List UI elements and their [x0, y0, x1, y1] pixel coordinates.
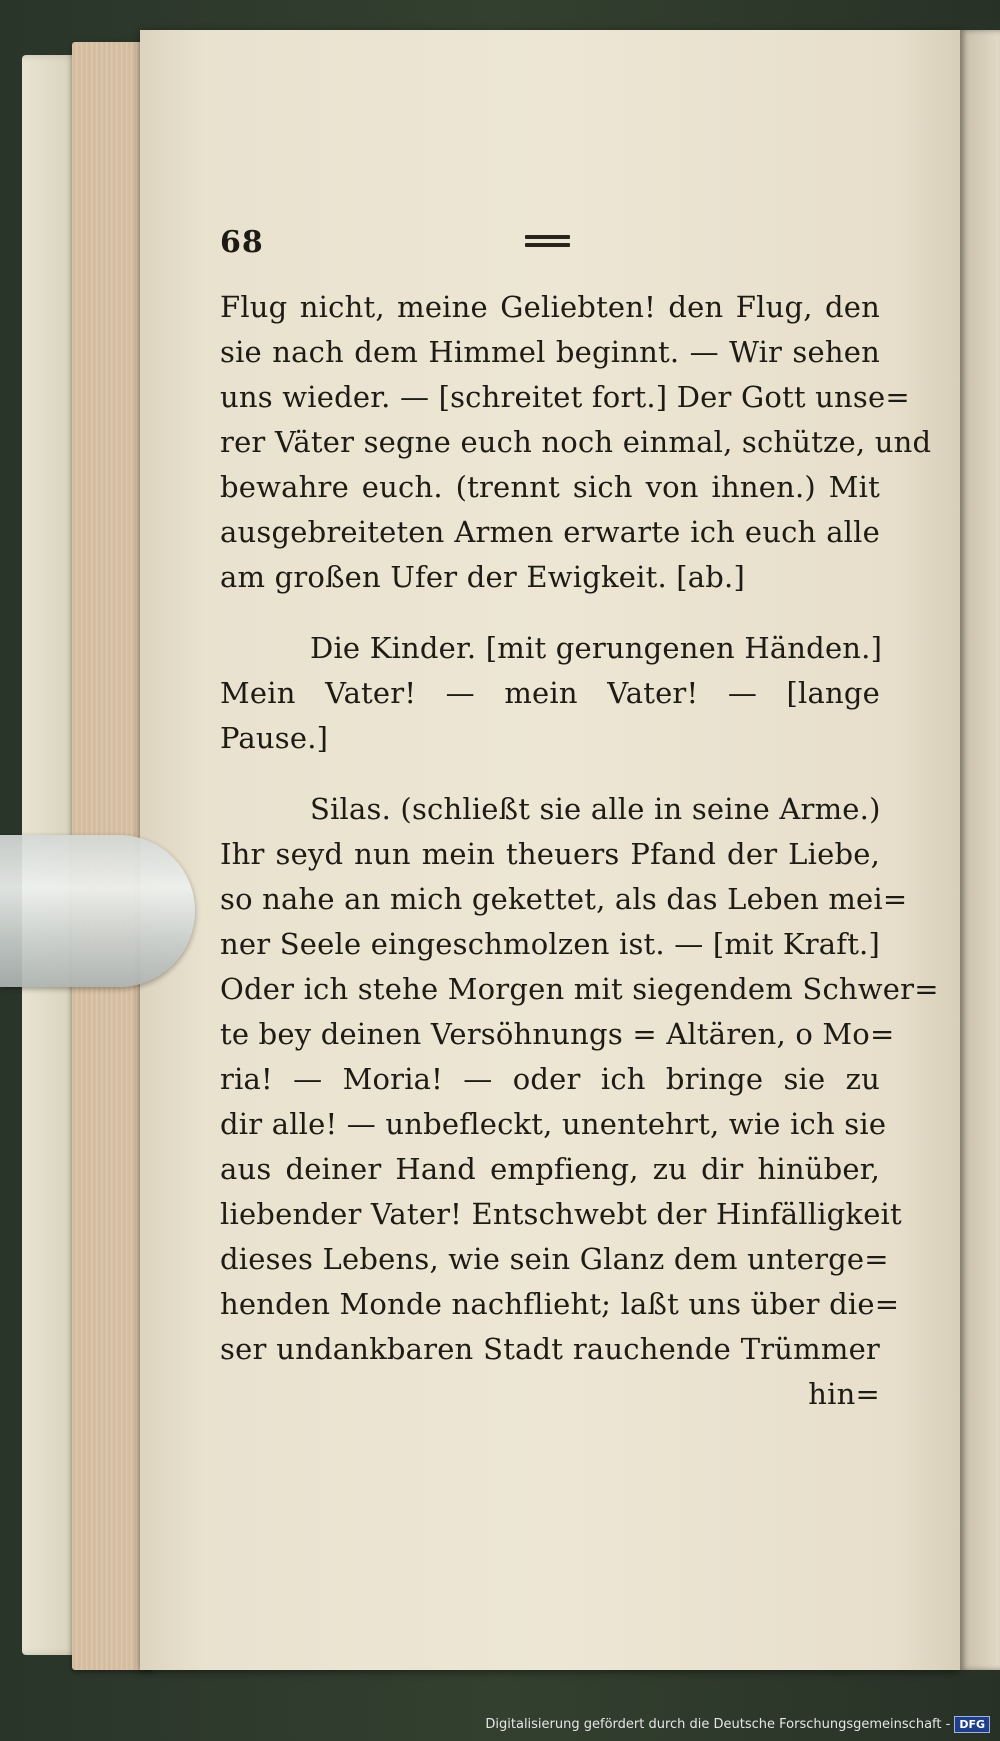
text-line: aus deiner Hand empfieng, zu dir hinüber,	[220, 1152, 880, 1186]
text-line: so nahe an mich gekettet, als das Leben mei=	[220, 882, 908, 916]
text-line: henden Monde nachflieht; laßt uns über die=	[220, 1287, 900, 1321]
text-line: uns wieder. — [schreitet fort.] Der Gott unse=	[220, 380, 910, 414]
speaker-line: Die Kinder. [mit gerungenen Händen.]	[310, 631, 883, 665]
dfg-logo-icon: DFG	[954, 1716, 990, 1733]
digitization-footer	[485, 1716, 990, 1733]
footer-text: Digitalisierung gefördert durch die Deutsche Forschungsgemeinschaft -	[485, 1717, 951, 1732]
text-line: sie nach dem Himmel beginnt. — Wir sehen	[220, 335, 880, 369]
text-line: ria! — Moria! — oder ich bringe sie zu	[220, 1062, 880, 1096]
text-line: dieses Lebens, wie sein Glanz dem unterge=	[220, 1242, 889, 1276]
page-number: 68	[220, 225, 264, 260]
text-line: dir alle! — unbefleckt, unentehrt, wie ich sie	[220, 1107, 887, 1141]
text-line: Pause.]	[220, 721, 329, 755]
text-line: ausgebreiteten Armen erwarte ich euch alle	[220, 515, 880, 549]
text-line: te bey deinen Versöhnungs = Altären, o Mo=	[220, 1017, 895, 1051]
text-line: liebender Vater! Entschwebt der Hinfälligkeit	[220, 1197, 902, 1231]
header-ornament	[525, 235, 570, 255]
text-line: Flug nicht, meine Geliebten! den Flug, den	[220, 290, 880, 324]
text-line: ser undankbaren Stadt rauchende Trümmer	[220, 1332, 880, 1366]
text-line: Oder ich stehe Morgen mit siegendem Schwer=	[220, 972, 939, 1006]
text-line: Mein Vater! — mein Vater! — [lange	[220, 676, 880, 710]
page-holder-clip	[0, 835, 195, 987]
catchword: hin=	[808, 1377, 880, 1411]
text-line: rer Väter segne euch noch einmal, schütze, und	[220, 425, 932, 459]
text-line: ner Seele eingeschmolzen ist. — [mit Kraft.]	[220, 927, 880, 961]
page-header	[220, 225, 880, 273]
facing-page-edge	[960, 30, 1000, 1670]
page-text	[220, 225, 939, 1417]
speaker-line: Silas. (schließt sie alle in seine Arme.)	[310, 792, 881, 826]
text-line: am großen Ufer der Ewigkeit. [ab.]	[220, 560, 745, 594]
text-line: bewahre euch. (trennt sich von ihnen.) Mit	[220, 470, 880, 504]
text-line: Ihr seyd nun mein theuers Pfand der Liebe,	[220, 837, 880, 871]
